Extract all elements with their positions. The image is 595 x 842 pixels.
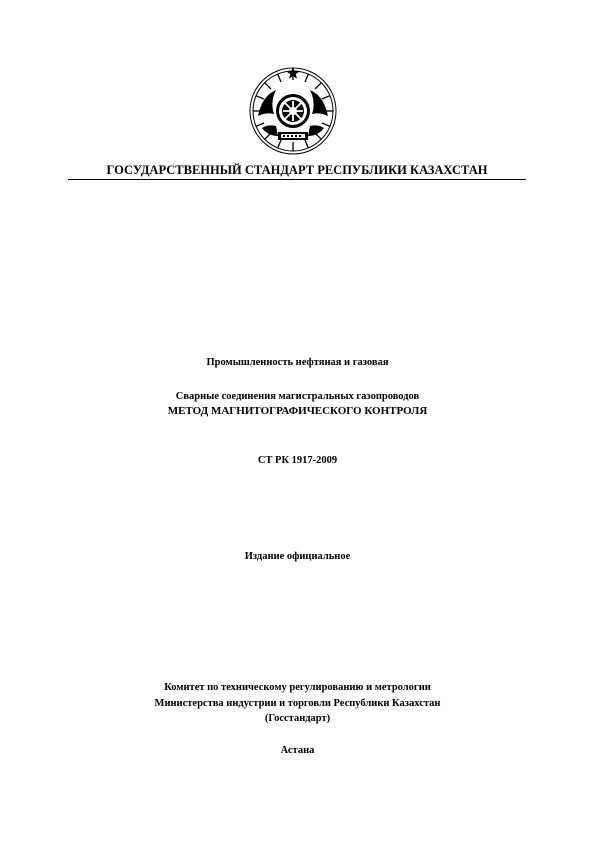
publication-city: Астана [280, 745, 315, 756]
agency-short-name: (Госстандарт) [264, 713, 331, 724]
standard-code: СТ РК 1917-2009 [257, 455, 338, 466]
kazakhstan-state-emblem-icon [248, 66, 338, 156]
industry-title: Промышленность нефтяная и газовая [206, 357, 389, 368]
committee-name: Комитет по техническому регулированию и метрологии [164, 682, 431, 693]
method-title: МЕТОД МАГНИТОГРАФИЧЕСКОГО КОНТРОЛЯ [167, 405, 428, 417]
edition-label: Издание официальное [244, 551, 351, 562]
ministry-name: Министерства индустрии и торговли Республики Казахстан [154, 698, 441, 709]
subject-title: Сварные соединения магистральных газопроводов [175, 391, 420, 402]
standard-header-title: ГОСУДАРСТВЕННЫЙ СТАНДАРТ РЕСПУБЛИКИ КАЗАХСТАН [106, 163, 488, 177]
header-divider [68, 179, 526, 180]
